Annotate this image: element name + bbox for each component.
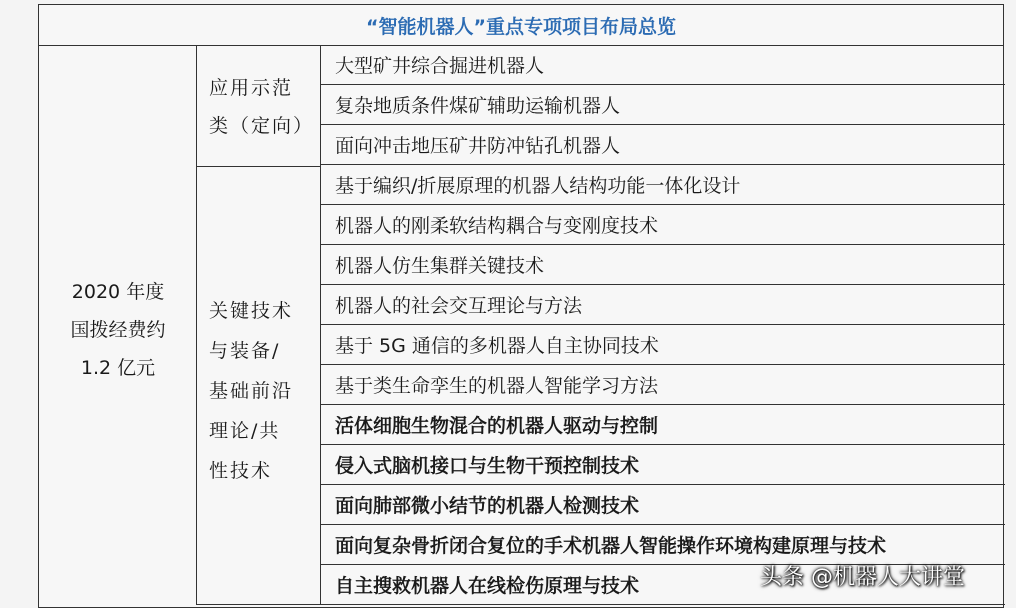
project-item: 机器人仿生集群关键技术 xyxy=(321,245,1005,285)
funding-line: 1.2 亿元 xyxy=(80,357,156,379)
project-item: 侵入式脑机接口与生物干预控制技术 xyxy=(321,445,1005,485)
project-item: 基于编织/折展原理的机器人结构功能一体化设计 xyxy=(321,165,1005,205)
category-label-line: 理论/共 xyxy=(209,420,281,442)
project-item: 面向肺部微小结节的机器人检测技术 xyxy=(321,485,1005,525)
project-item: 基于 5G 通信的多机器人自主协同技术 xyxy=(321,325,1005,365)
category-label-line: 与装备/ xyxy=(209,340,281,362)
category-label-line: 关键技术 xyxy=(209,300,294,322)
project-item: 自主搜救机器人在线检伤原理与技术 xyxy=(321,565,1005,605)
source-watermark: 头条 @机器人大讲堂 xyxy=(760,565,965,590)
project-item: 复杂地质条件煤矿辅助运输机器人 xyxy=(321,85,1005,125)
project-item: 面向冲击地压矿井防冲钻孔机器人 xyxy=(321,125,1005,165)
funding-text xyxy=(39,273,197,387)
project-item: 面向复杂骨折闭合复位的手术机器人智能操作环境构建原理与技术 xyxy=(321,525,1005,565)
funding-line: 国拨经费约 xyxy=(70,319,166,341)
category-application-demo xyxy=(197,45,321,167)
project-item: 基于类生命孪生的机器人智能学习方法 xyxy=(321,365,1005,405)
category-key-tech xyxy=(197,167,321,605)
funding-cell xyxy=(39,45,197,605)
category-label-line: 类（定向） xyxy=(209,115,315,137)
project-item: 机器人的刚柔软结构耦合与变刚度技术 xyxy=(321,205,1005,245)
project-item: 活体细胞生物混合的机器人驱动与控制 xyxy=(321,405,1005,445)
category-label-line: 基础前沿 xyxy=(209,380,294,402)
table-title: “智能机器人”重点专项项目布局总览 xyxy=(39,5,1003,46)
project-item: 机器人的社会交互理论与方法 xyxy=(321,285,1005,325)
category-label-line: 应用示范 xyxy=(209,77,294,99)
project-item: 大型矿井综合掘进机器人 xyxy=(321,45,1005,85)
funding-line: 2020 年度 xyxy=(71,281,165,303)
project-items-column xyxy=(321,45,1005,605)
project-layout-table xyxy=(38,4,1004,608)
category-label-line: 性技术 xyxy=(209,460,273,482)
